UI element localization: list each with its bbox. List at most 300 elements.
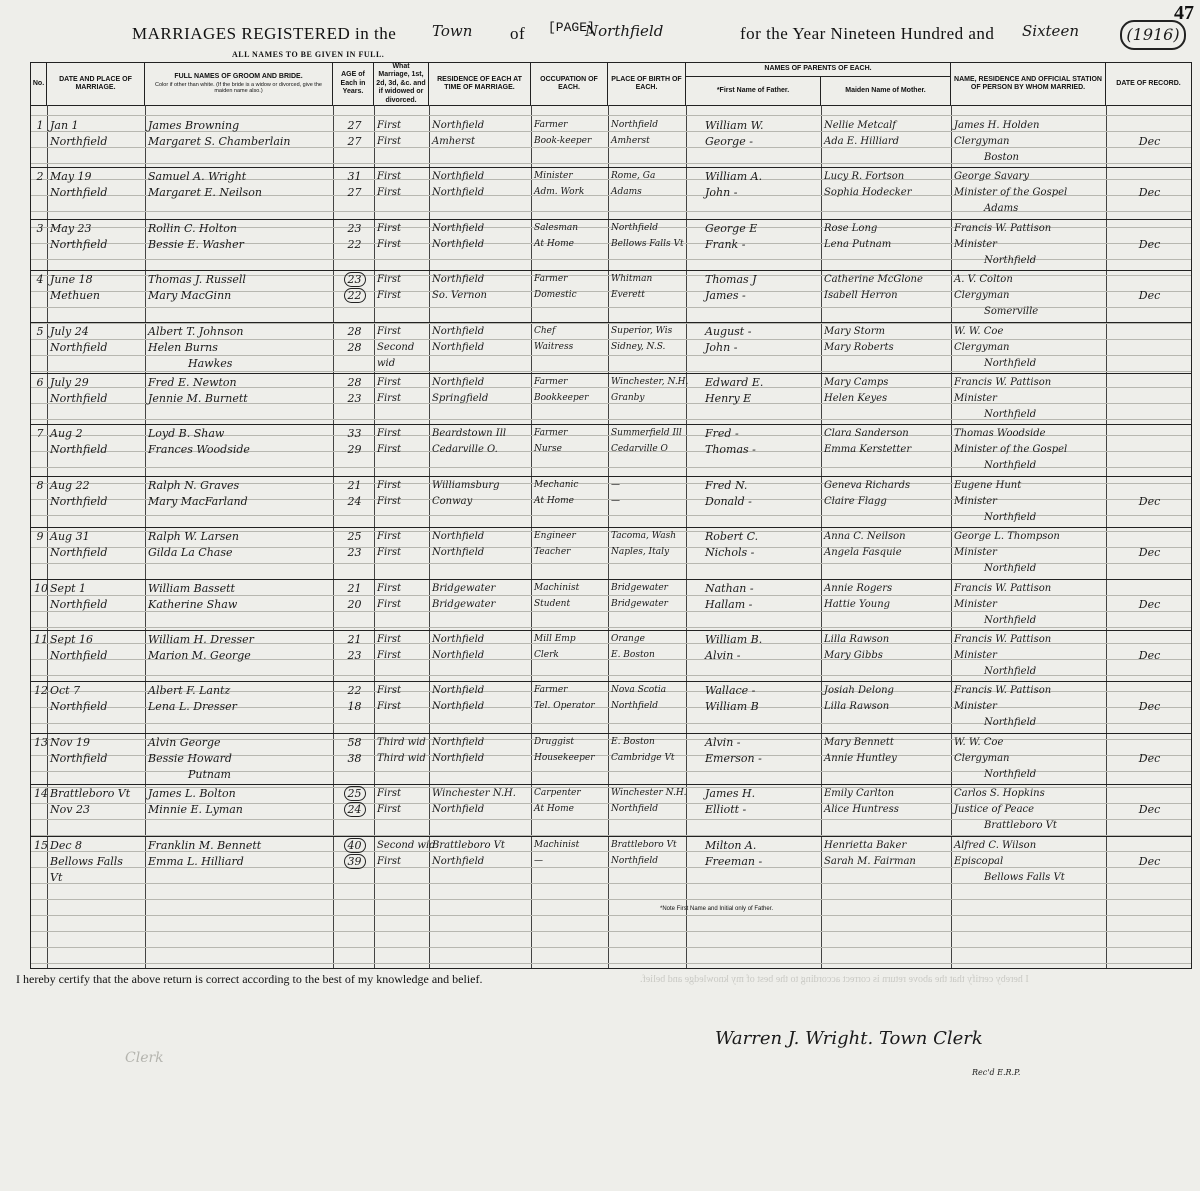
col-residence-header [429,63,531,105]
col-mother-value: Lilla Rawson [824,701,890,713]
col-birthplace-value: — [611,479,620,490]
col-date-place-value: Aug 2 [50,427,83,441]
col-no-value: 11 [34,633,48,646]
column-divider [374,105,375,968]
col-officiant-value: Bellows Falls Vt [984,871,1065,883]
col-names-value: Margaret S. Chamberlain [148,135,291,148]
col-marriage-value: First [377,701,402,713]
record-divider [31,784,1191,785]
col-residence-value: Amherst [432,136,475,147]
col-residence-value: Northfield [432,531,485,543]
faint-clerk-mark: Clerk [125,1050,164,1066]
col-father-value: Wallace - [705,684,756,698]
col-father-value: Thomas J [705,273,757,287]
col-occupation-value: Druggist [534,736,574,747]
ruled-line [31,627,1191,628]
col-marriage-value: First [377,171,402,183]
receipt-initials: Rec'd E.R.P. [972,1068,1021,1077]
col-birthplace-value: Bellows Falls Vt [611,238,684,249]
col-date-place-value: Northfield [50,237,108,251]
col-residence-value: Northfield [432,171,485,183]
col-residence-value: Springfield [432,393,489,404]
age-value: 21 [347,581,362,595]
col-occupation-value: Chef [534,325,556,336]
col-occupation-value: Bookkeeper [534,393,589,403]
col-occupation-value: Housekeeper [534,752,595,763]
age-value: 23 [344,272,366,287]
col-birthplace-value: Winchester, N.H. [611,377,689,387]
col-mother-value: Annie Huntley [824,752,897,764]
col-officiant-value: Francis W. Pattison [954,685,1052,697]
col-father-value: Henry E [705,392,752,405]
col-record-value: Dec [1138,700,1161,714]
col-birthplace-value: Amherst [611,136,650,146]
col-occupation-value: Minister [534,171,573,182]
col-mother-value: Sarah M. Fairman [824,855,916,867]
col-officiant-value: Minister [954,393,997,404]
col-birthplace-value: Northfield [611,222,658,233]
col-date-place-value: Oct 7 [50,684,81,698]
age-value: 25 [347,530,362,544]
col-birthplace-header [608,63,686,105]
col-marriage-value: First [377,290,402,302]
col-occupation-value: Mechanic [534,479,579,490]
col-date-place-value: Brattleboro Vt [50,787,131,801]
col-occupation-value: Carpenter [534,788,581,799]
col-age-value [336,546,373,559]
col-date-place-value: Aug 31 [50,530,90,544]
col-names-value: Mary MacGinn [148,289,232,303]
col-names-value: James Browning [148,119,240,132]
col-age-value [336,752,373,765]
col-mother-value: Claire Flagg [824,495,887,507]
col-marriage-value: Second [377,341,415,353]
col-names-value: Albert F. Lantz [148,684,231,698]
age-value: 23 [347,649,362,662]
col-age-value [336,341,373,354]
ruled-line [31,371,1191,372]
col-age-value [336,700,373,713]
col-marriage-value: Second wid [377,839,436,851]
col-mother-value: Lena Putnam [824,238,892,250]
col-marriage-value: Third wid [377,736,426,748]
col-residence-value: Northfield [432,804,485,816]
col-father-value: Robert C. [705,530,759,544]
col-names-value: Samuel A. Wright [148,170,247,184]
col-birthplace-value: Northfield [611,701,658,712]
col-residence-value: Williamsburg [432,479,500,491]
age-value: 25 [344,786,366,801]
col-birthplace-value: Northfield [611,804,658,815]
col-record-value: Dec [1138,649,1161,662]
column-divider [1106,105,1107,968]
page-number: 47 [1174,2,1194,24]
col-no-value: 15 [34,838,48,852]
record-divider [31,270,1191,271]
col-officiant-value: Justice of Peace [954,804,1035,816]
col-names-header [145,63,333,105]
col-mother-value: Mary Storm [824,325,885,337]
col-age-value [336,170,373,183]
col-birthplace-label: PLACE OF BIRTH OF EACH. [611,75,682,91]
col-no-value: 7 [36,427,44,441]
col-marriage-value: First [377,855,402,867]
col-occupation-value: Student [534,598,571,609]
col-residence-value: Bridgewater [432,582,496,594]
col-occupation-value: Machinist [534,839,580,850]
record-divider [31,476,1191,477]
col-father-label: *First Name of Father. [716,86,790,94]
col-birthplace-value: Adams [611,187,642,198]
col-officiant-value: Northfield [984,511,1037,523]
col-date-place-value: July 24 [50,324,89,338]
col-marriage-value: First [377,598,402,610]
col-father-value: Freeman - [705,854,763,868]
col-occupation-header [531,63,608,105]
col-occupation-value: Tel. Operator [534,701,595,712]
col-mother-label: Maiden Name of Mother. [845,86,926,94]
col-mother-value: Clara Sanderson [824,428,909,440]
age-value: 29 [347,443,362,457]
col-father-value: Emerson - [705,751,762,765]
col-officiant-value: Alfred C. Wilson [954,839,1037,851]
col-names-value: Franklin M. Bennett [148,838,262,852]
col-date-place-value: Bellows Falls [50,854,123,868]
col-record-value: Dec [1138,494,1161,508]
col-officiant-value: Northfield [984,768,1037,780]
col-no-value: 6 [36,376,44,389]
col-marriage-header [374,63,429,105]
col-father-value: Nichols - [705,546,755,560]
col-date-place-label: DATE AND PLACE OF MARRIAGE. [59,75,132,91]
col-father-value: William B. [705,633,763,646]
col-birthplace-value: Rome, Ga [611,171,656,182]
record-divider [31,733,1191,734]
col-residence-value: Northfield [432,736,485,748]
age-value: 22 [347,237,362,251]
col-residence-value: Winchester N.H. [432,788,516,800]
col-mother-value: Ada E. Hilliard [824,136,900,147]
col-date-place-value: Northfield [50,443,108,457]
col-officiant-value: Brattleboro Vt [984,820,1057,832]
column-divider [686,105,687,968]
col-marriage-value: wid [377,357,396,369]
record-divider [31,167,1191,168]
col-mother-value: Emma Kerstetter [824,444,912,456]
marriage-ledger-table [30,62,1192,969]
col-age-value [336,376,373,389]
col-date-place-value: Northfield [50,135,108,148]
col-father-value: Elliott - [705,803,747,817]
col-record-value: Dec [1138,597,1161,611]
ruled-line [31,931,1191,932]
col-names-value: James L. Bolton [148,787,236,801]
col-age-value [336,186,373,199]
col-names-value: Margaret E. Neilson [148,186,262,200]
col-marriage-value: First [377,222,402,234]
col-officiant-value: Minister of the Gospel [954,187,1068,199]
col-father-value: George - [705,135,753,148]
col-marriage-value: Third wid [377,752,426,764]
col-names-value: Katherine Shaw [148,597,238,611]
col-officiant-value: Francis W. Pattison [954,582,1052,594]
col-officiant-value: Northfield [984,614,1037,626]
col-occupation-value: Adm. Work [534,187,585,198]
col-occupation-value: Book-keeper [534,136,592,146]
col-residence-value: Northfield [432,701,485,713]
ruled-line [31,947,1191,948]
col-date-place-value: May 23 [50,221,92,235]
col-mother-value: Josiah Delong [824,685,894,697]
column-divider [145,105,146,968]
col-officiant-value: James H. Holden [954,120,1040,131]
col-occupation-value: At Home [534,495,574,506]
age-value: 21 [347,478,362,492]
col-mother-value: Lucy R. Fortson [824,171,905,183]
col-occupation-value: Farmer [534,685,568,696]
col-record-label: DATE OF RECORD. [1116,79,1181,87]
col-names-value: Helen Burns [148,340,218,354]
col-marriage-value: First [377,634,402,645]
header-subnote: ALL NAMES TO BE GIVEN IN FULL. [232,50,385,59]
col-date-place-value: Jan 1 [50,119,79,132]
col-mother-value: Geneva Richards [824,479,911,491]
parents-heading: NAMES OF PARENTS OF EACH. [686,63,951,77]
record-divider [31,579,1191,580]
record-divider [31,630,1191,631]
col-birthplace-value: Nova Scotia [611,685,667,696]
col-names-value: Bessie Howard [148,751,232,765]
col-mother-value: Catherine McGlone [824,274,923,286]
record-divider [31,322,1191,323]
col-age-value [336,736,373,749]
col-date-place-value: Nov 19 [50,735,90,749]
col-residence-value: Northfield [432,222,485,234]
col-residence-value: Bridgewater [432,598,496,610]
col-date-place-value: Aug 22 [50,478,90,492]
col-birthplace-value: Superior, Wis [611,325,673,336]
col-officiant-value: Francis W. Pattison [954,377,1052,388]
col-father-header [686,77,821,105]
col-officiant-value: W. W. Coe [954,736,1004,748]
col-officiant-value: Clergyman [954,290,1010,302]
place-name: Northfield [585,22,664,40]
col-date-place-value: Northfield [50,392,108,405]
col-no-value: 8 [36,478,44,492]
col-occupation-value: Farmer [534,120,568,130]
col-mother-value: Hattie Young [824,598,891,610]
col-marriage-value: First [377,479,402,491]
col-record-value: Dec [1138,751,1161,765]
col-father-value: Alvin - [705,649,741,662]
col-marriage-value: First [377,650,402,661]
col-residence-value: So. Vernon [432,290,487,302]
col-occupation-value: Clerk [534,650,559,660]
certification-statement: I hereby certify that the above return is correct according to the best of my knowledge and belief. [16,972,483,986]
col-no-value: 12 [34,684,48,698]
record-divider [31,219,1191,220]
col-names-value: William H. Dresser [148,633,254,646]
col-age-value [336,135,373,148]
col-birthplace-value: Orange [611,634,645,644]
col-mother-value: Mary Roberts [824,341,894,353]
col-date-place-value: Northfield [50,649,108,662]
col-mother-value: Helen Keyes [824,393,888,404]
col-birthplace-value: Brattleboro Vt [611,839,677,850]
col-mother-value: Sophia Hodecker [824,187,912,199]
col-birthplace-value: Tacoma, Wash [611,531,676,542]
col-birthplace-value: Everett [611,290,645,301]
col-date-place-value: Northfield [50,597,108,611]
col-date-place-value: Northfield [50,340,108,354]
col-residence-value: Northfield [432,187,485,199]
col-date-place-value: Northfield [50,700,108,714]
col-officiant-value: Minister [954,650,997,661]
col-age-value [336,427,373,440]
col-residence-value: Northfield [432,325,485,337]
age-value: 28 [347,324,362,338]
age-value: 21 [347,633,362,646]
col-birthplace-value: Bridgewater [611,598,668,609]
col-marriage-value: First [377,531,402,543]
age-value: 27 [347,186,362,200]
col-father-value: Fred - [705,427,739,441]
age-value: 24 [344,802,366,817]
col-age-value [336,803,373,816]
col-birthplace-value: Cedarville O [611,444,668,455]
col-birthplace-value: Sidney, N.S. [611,341,666,352]
col-occupation-value: Nurse [534,444,562,455]
col-mother-value: Isabell Herron [824,290,898,302]
age-value: 40 [344,838,366,853]
col-names-value: Fred E. Newton [148,376,237,389]
col-age-value [336,479,373,492]
col-occupation-value: Salesman [534,222,579,233]
col-age-value [336,289,373,302]
col-officiant-value: Northfield [984,357,1037,369]
title-prefix: MARRIAGES REGISTERED in the [132,24,397,43]
col-record-value: Dec [1138,186,1161,200]
col-occupation-value: Mill Emp [534,634,576,644]
footnote: *Note First Name and Initial only of Father. [660,906,774,912]
col-names-value: Ralph N. Graves [148,478,240,492]
col-no-value: 5 [36,324,44,338]
age-value: 24 [347,494,362,508]
age-value: 27 [347,135,362,148]
col-marriage-value: First [377,120,402,131]
record-divider [31,527,1191,528]
col-no-value: 2 [36,170,44,184]
col-residence-value: Northfield [432,752,485,764]
col-officiant-value: Clergyman [954,136,1010,147]
col-record-value: Dec [1138,289,1161,303]
age-value: 23 [347,546,362,560]
age-value: 28 [347,376,362,389]
col-birthplace-value: Northfield [611,855,658,866]
col-mother-value: Anna C. Neilson [824,531,906,543]
col-mother-value: Emily Carlton [824,788,895,800]
col-officiant-value: Boston [984,152,1019,163]
col-residence-value: Northfield [432,634,485,645]
record-divider [31,424,1191,425]
ruled-line [31,963,1191,964]
ruled-line [31,915,1191,916]
col-marriage-value: First [377,582,402,594]
col-father-value: Edward E. [705,376,764,389]
col-birthplace-value: — [611,495,620,506]
col-names-value: Hawkes [188,356,233,370]
col-officiant-value: Somerville [984,306,1039,318]
col-marriage-value: First [377,377,402,388]
col-occupation-value: Waitress [534,341,574,352]
col-date-place-value: July 29 [50,376,89,389]
col-officiant-value: Northfield [984,563,1037,575]
col-age-value [336,582,373,595]
col-date-place-header [47,63,145,105]
col-father-value: Milton A. [705,838,757,852]
col-age-value [336,839,373,852]
col-father-value: Donald - [705,494,752,508]
col-no-value: 14 [34,787,48,801]
col-marriage-value: First [377,238,402,250]
col-age-value [336,495,373,508]
col-officiant-value: W. W. Coe [954,325,1004,337]
col-birthplace-value: E. Boston [611,650,655,660]
col-residence-value: Cedarville O. [432,444,498,456]
column-divider [951,105,952,968]
col-date-place-value: Northfield [50,494,108,508]
col-age-value [336,787,373,800]
col-mother-value: Henrietta Baker [824,839,907,851]
col-record-value: Dec [1138,135,1161,148]
col-residence-value: Beardstown Ill [432,428,507,440]
record-divider [31,681,1191,682]
col-no-header [31,63,47,105]
col-date-place-value: Vt [50,870,63,884]
col-marriage-value: First [377,187,402,199]
col-officiant-value: Francis W. Pattison [954,634,1052,645]
col-age-value [336,684,373,697]
col-mother-value: Rose Long [824,222,878,234]
record-divider [31,836,1191,837]
col-birthplace-value: Naples, Italy [611,547,670,558]
col-residence-value: Northfield [432,274,485,286]
age-value: 33 [347,427,362,441]
age-value: 20 [347,597,362,611]
col-father-value: George E [705,221,758,235]
age-value: 22 [347,684,362,698]
col-names-value: Alvin George [148,735,221,749]
col-mother-value: Mary Bennett [824,736,894,748]
col-officiant-label: NAME, RESIDENCE AND OFFICIAL STATION OF PERSON BY WHOM MARRIED. [954,75,1102,91]
town-label: Town [432,22,473,40]
col-officiant-value: Northfield [984,666,1037,677]
col-residence-value: Northfield [432,120,485,131]
col-occupation-value: — [534,855,543,866]
col-father-value: William W. [705,119,764,132]
col-occupation-label: OCCUPATION OF EACH. [540,75,598,91]
header-divider [31,105,1191,106]
col-officiant-value: Minister [954,701,997,713]
col-mother-value: Mary Camps [824,377,889,388]
col-date-place-value: Northfield [50,751,108,765]
age-value: 22 [344,288,366,303]
col-mother-value: Lilla Rawson [824,634,890,645]
col-no-value: 9 [36,530,44,544]
col-names-value: Putnam [188,767,231,781]
col-age-value [336,855,373,868]
column-divider [429,105,430,968]
